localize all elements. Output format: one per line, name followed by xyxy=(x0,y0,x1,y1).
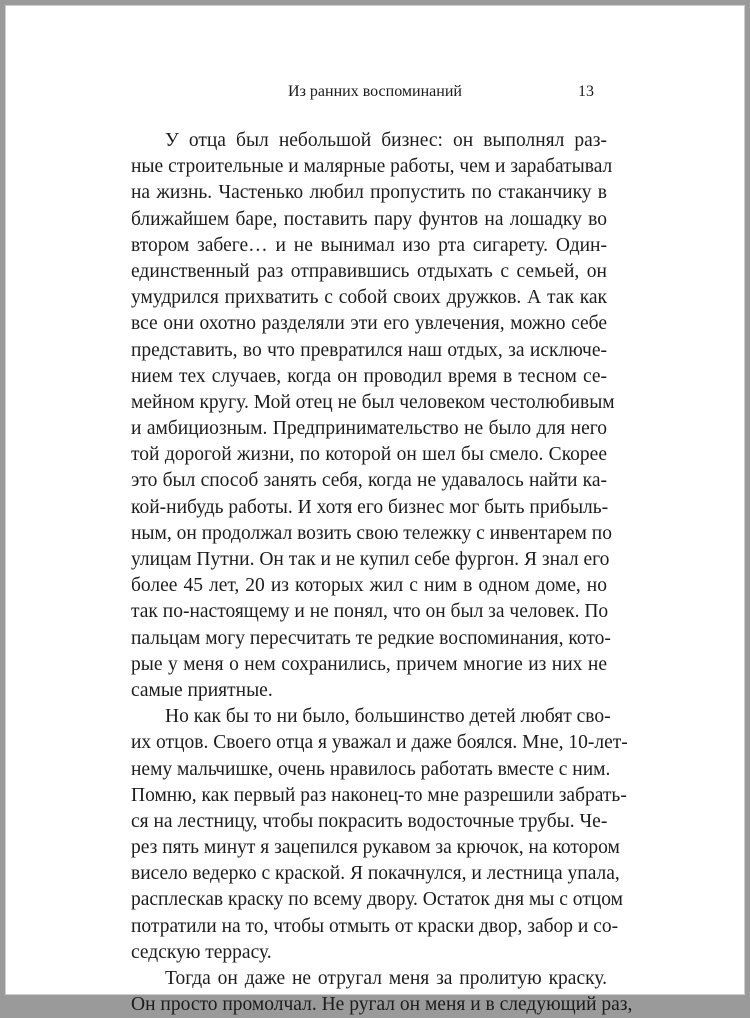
text-line: нему мальчишке, очень нравилось работать вместе с ним. xyxy=(131,758,611,780)
text-line: кой-нибудь работы. И хотя его бизнес мог быть прибыль- xyxy=(131,496,609,518)
body-text xyxy=(131,128,633,1018)
text-line: расплескав краску по всему двору. Остаток дня мы с отцом xyxy=(131,889,623,911)
text-line: ным, он продолжал возить свою тележку с инвентарем по xyxy=(131,522,612,544)
text-line: нием тех случаев, когда он проводил время в тесном се- xyxy=(131,365,607,387)
text-line: седскую террасу. xyxy=(131,941,272,963)
text-line: умудрился прихватить с собой своих дружков. А так как xyxy=(131,287,607,309)
paragraph xyxy=(131,966,633,1018)
text-line: самые приятные. xyxy=(131,679,273,701)
paragraph xyxy=(131,128,615,704)
text-line: Тогда он даже не отругал меня за пролитую краску. xyxy=(165,968,607,989)
text-line: это был способ занять себя, когда не удавалось найти ка- xyxy=(131,470,607,492)
text-line: и амбициозным. Предпринимательство не было для него xyxy=(131,418,607,440)
text-line: Но как бы то ни было, большинство детей любят сво- xyxy=(165,706,611,728)
text-line: рез пять минут я зацепился рукавом за крючок, на котором xyxy=(131,837,620,859)
text-line: так по-настоящему и не понял, что он был за человек. По xyxy=(131,601,609,623)
text-line: представить, во что превратился наш отдых, за исключе- xyxy=(131,339,607,361)
text-line: на жизнь. Частенько любил пропустить по стаканчику в xyxy=(131,182,607,204)
text-line: единственный раз отправившись отдыхать с семьей, он xyxy=(131,260,607,282)
text-line: висело ведерко с краской. Я покачнулся, и лестница упала, xyxy=(131,863,620,885)
text-line: Он просто промолчал. Не ругал он меня и в следующий раз, xyxy=(131,994,633,1016)
book-page xyxy=(5,5,745,1016)
text-line: потратили на то, чтобы отмыть от краски двор, забор и со- xyxy=(131,915,619,937)
text-line: ближайшем баре, поставить пару фунтов на лошадку во xyxy=(131,208,607,230)
text-line: втором забеге… и не вынимал изо рта сигарету. Один- xyxy=(131,234,607,256)
text-line: ные строительные и малярные работы, чем и зарабатывал xyxy=(131,156,613,178)
running-title: Из ранних воспоминаний xyxy=(288,83,462,100)
page-number: 13 xyxy=(578,83,594,100)
text-line: той дорогой жизни, по которой он шел бы смело. Скорее xyxy=(131,444,607,466)
running-head xyxy=(6,83,744,103)
text-line: У отца был небольшой бизнес: он выполнял раз- xyxy=(165,130,607,151)
text-line: все они охотно разделяли эти его увлечения, можно себе xyxy=(131,313,607,335)
text-line: более 45 лет, 20 из которых жил с ним в одном доме, но xyxy=(131,575,607,597)
text-line: Помню, как первый раз наконец-то мне разрешили забрать- xyxy=(131,784,627,806)
paragraph xyxy=(131,704,628,966)
text-line: их отцов. Своего отца я уважал и даже боялся. Мне, 10-лет- xyxy=(131,732,628,754)
text-line: ся на лестницу, чтобы покрасить водосточные трубы. Че- xyxy=(131,810,608,832)
text-line: мейном кругу. Мой отец не был человеком честолюбивым xyxy=(131,391,615,413)
text-line: улицам Путни. Он так и не купил себе фургон. Я знал его xyxy=(131,549,610,570)
text-line: рые у меня о нем сохранились, причем многие из них не xyxy=(131,653,607,675)
text-line: пальцам могу пересчитать те редкие воспоминания, кото- xyxy=(131,627,611,649)
